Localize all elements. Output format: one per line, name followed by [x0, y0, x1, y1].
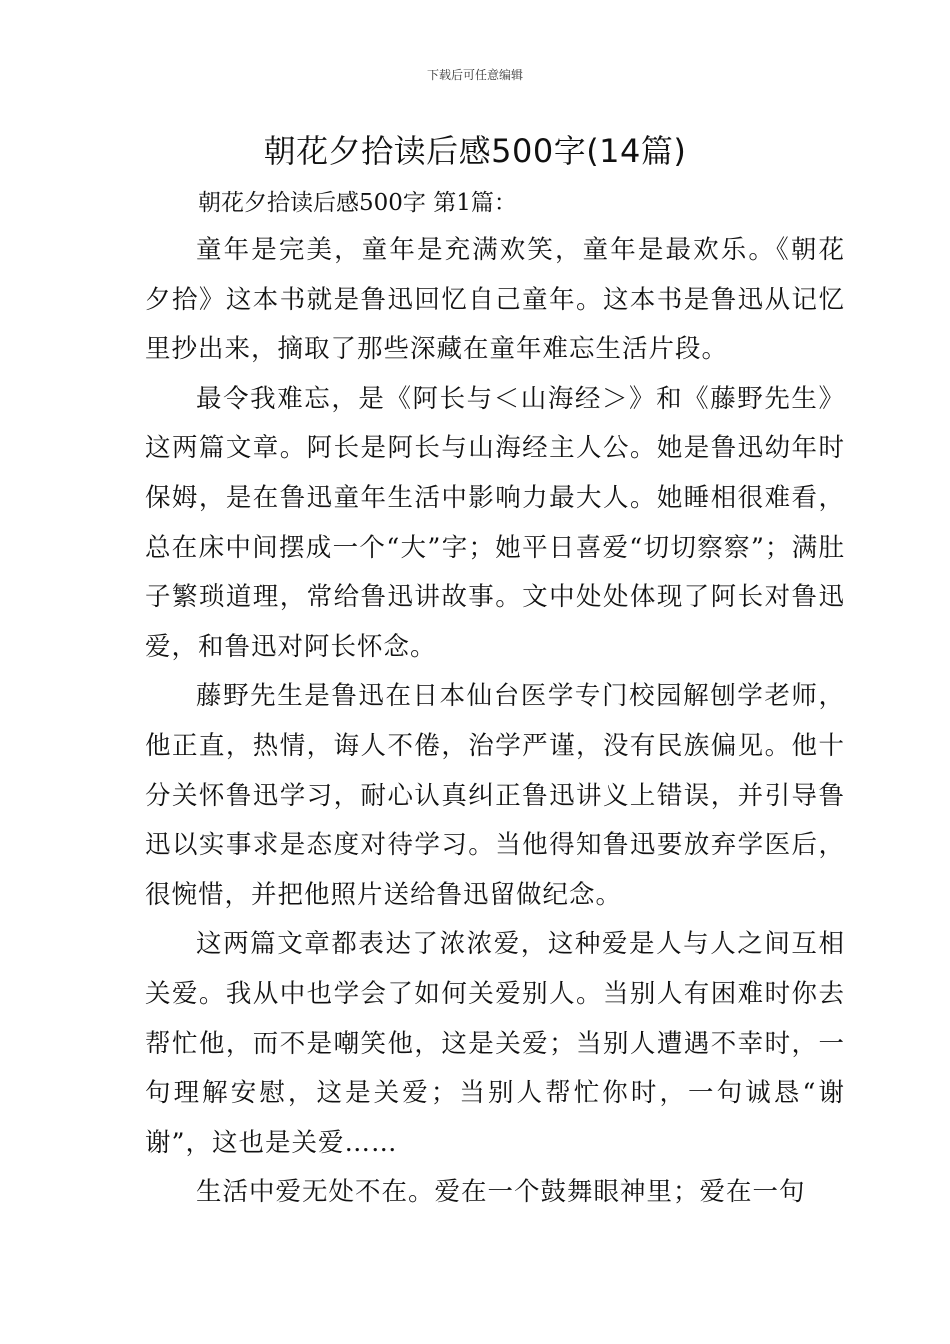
- section-label: 朝花夕拾读后感500字 第1篇：: [198, 190, 517, 216]
- paragraph-1: 童年是完美，童年是充满欢笑，童年是最欢乐。《朝花夕拾》这本书就是鲁迅回忆自己童年。这本书是鲁迅从记忆里抄出来，摘取了那些深藏在童年难忘生活片段。: [145, 235, 845, 365]
- paragraph-2: 最令我难忘，是《阿长与＜山海经＞》和《藤野先生》这两篇文章。阿长是阿长与山海经主人公。她是鲁迅幼年时保姆，是在鲁迅童年生活中影响力最大人。她睡相很难看，总在床中间摆成一个“大”字；她平日喜爱“切切察察”；满肚子繁琐道理，常给鲁迅讲故事。文中处处体现了阿长对鲁迅爱，和鲁迅对阿长怀念。: [145, 383, 845, 662]
- paragraph-5: 生活中爱无处不在。爱在一个鼓舞眼神里；爱在一句: [196, 1177, 806, 1208]
- header-note: 下载后可任意编辑: [426, 68, 523, 82]
- document-body: [145, 226, 845, 1218]
- paragraph-3: 藤野先生是鲁迅在日本仙台医学专门校园解刨学老师，他正直，热情，诲人不倦，治学严谨，没有民族偏见。他十分关怀鲁迅学习，耐心认真纠正鲁迅讲义上错误，并引导鲁迅以实事求是态度对待学习。当他得知鲁迅要放弃学医后，很惋惜，并把他照片送给鲁迅留做纪念。: [145, 681, 845, 910]
- document-title: 朝花夕拾读后感500字(14篇): [263, 132, 687, 170]
- paragraph-4: 这两篇文章都表达了浓浓爱，这种爱是人与人之间互相关爱。我从中也学会了如何关爱别人。当别人有困难时你去帮忙他，而不是嘲笑他，这是关爱；当别人遭遇不幸时，一句理解安慰，这是关爱；当别人帮忙你时，一句诚恳“谢谢”，这也是关爱……: [145, 929, 845, 1158]
